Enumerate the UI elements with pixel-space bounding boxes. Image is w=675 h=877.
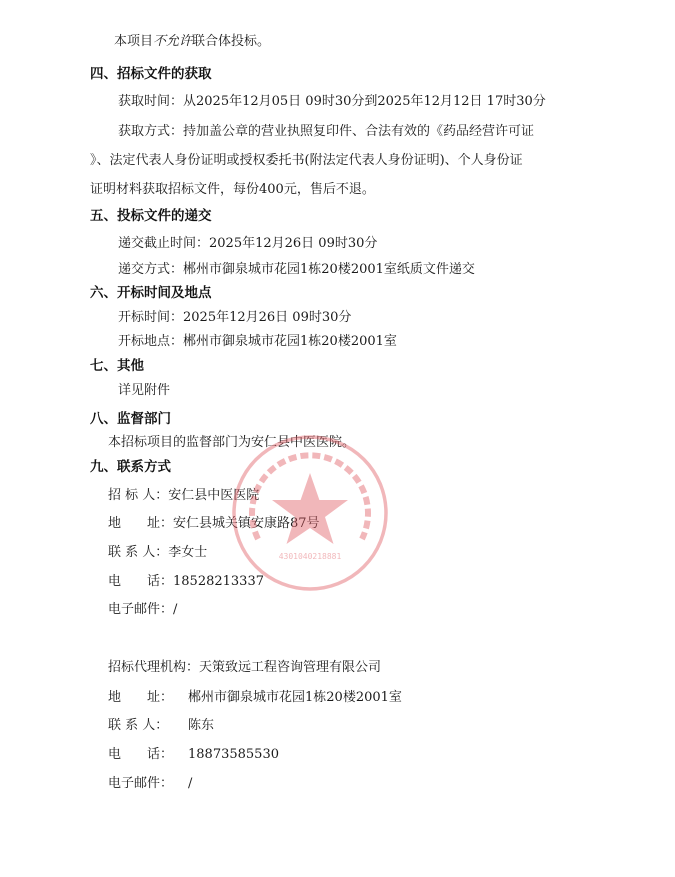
- agency-name-row: [108, 658, 381, 678]
- agency-email-label: 电子邮件：: [108, 776, 174, 791]
- agency-email: /: [188, 776, 193, 791]
- agency-contact-label: 联 系 人：: [108, 718, 169, 733]
- tenderer-contact: 李女士: [168, 545, 208, 560]
- agency-phone: 18873585530: [188, 747, 279, 762]
- tenderer-contact-row: [108, 543, 207, 563]
- intro-suffix: 联合体投标。: [192, 34, 271, 49]
- tenderer-name: 安仁县中医医院: [168, 488, 260, 503]
- official-seal: [228, 431, 392, 595]
- acquire-method-line-2: 》、法定代表人身份证明或授权委托书(附法定代表人身份证明)、个人身份证: [90, 153, 523, 168]
- seal-number: 4301040218881: [278, 552, 342, 561]
- tenderer-email: /: [173, 602, 178, 617]
- seal-graphic: [228, 431, 392, 595]
- section-8-heading: 八、监督部门: [90, 411, 171, 427]
- tenderer-address: 安仁县城关镇安康路87号: [173, 516, 320, 531]
- agency-address-label: 地 址：: [108, 690, 174, 705]
- agency-address: 郴州市御泉城市花园1栋20楼2001室: [188, 690, 402, 705]
- section-5-heading: 五、投标文件的递交: [90, 208, 212, 224]
- agency-phone-row: [108, 745, 279, 765]
- opening-place: 开标地点：郴州市御泉城市花园1栋20楼2001室: [118, 334, 397, 349]
- seal-star-icon: [272, 473, 348, 544]
- section-6-heading: 六、开标时间及地点: [90, 285, 212, 301]
- section-9-heading: 九、联系方式: [90, 459, 171, 475]
- section-7-heading: 七、其他: [90, 358, 144, 374]
- agency-name: 天策致远工程咨询管理有限公司: [199, 660, 382, 675]
- tenderer-phone: 18528213337: [173, 574, 264, 589]
- agency-contact-row: [108, 716, 214, 736]
- tenderer-email-row: [108, 600, 177, 620]
- other-text: 详见附件: [118, 383, 171, 398]
- acquire-method-line-1: 获取方式：持加盖公章的营业执照复印件、合法有效的《药品经营许可证: [118, 124, 535, 139]
- tenderer-email-label: 电子邮件：: [108, 602, 174, 617]
- agency-name-label: 招标代理机构：: [108, 660, 200, 675]
- submit-method: 递交方式：郴州市御泉城市花园1栋20楼2001室纸质文件递交: [118, 262, 475, 277]
- section-4-heading: 四、招标文件的获取: [90, 66, 212, 82]
- acquire-time: 获取时间：从2025年12月05日 09时30分到2025年12月12日 17时30分: [118, 94, 546, 109]
- tenderer-contact-label: 联 系 人：: [108, 545, 169, 560]
- agency-email-row: [108, 774, 192, 794]
- tenderer-address-label: 地 址：: [108, 516, 174, 531]
- submit-deadline: 递交截止时间：2025年12月26日 09时30分: [118, 236, 378, 251]
- supervision-text: 本招标项目的监督部门为安仁县中医医院。: [108, 435, 356, 450]
- tenderer-name-label: 招 标 人：: [108, 488, 169, 503]
- acquire-method-line-3: 证明材料获取招标文件，每份400元，售后不退。: [90, 182, 375, 197]
- intro-line: [114, 32, 270, 52]
- opening-time: 开标时间：2025年12月26日 09时30分: [118, 310, 352, 325]
- intro-prefix: 本项目: [114, 34, 154, 49]
- agency-address-row: [108, 688, 402, 708]
- agency-phone-label: 电 话：: [108, 747, 174, 762]
- intro-emphasis: 不允许: [153, 34, 193, 49]
- agency-contact: 陈东: [188, 718, 215, 733]
- tenderer-phone-label: 电 话：: [108, 574, 174, 589]
